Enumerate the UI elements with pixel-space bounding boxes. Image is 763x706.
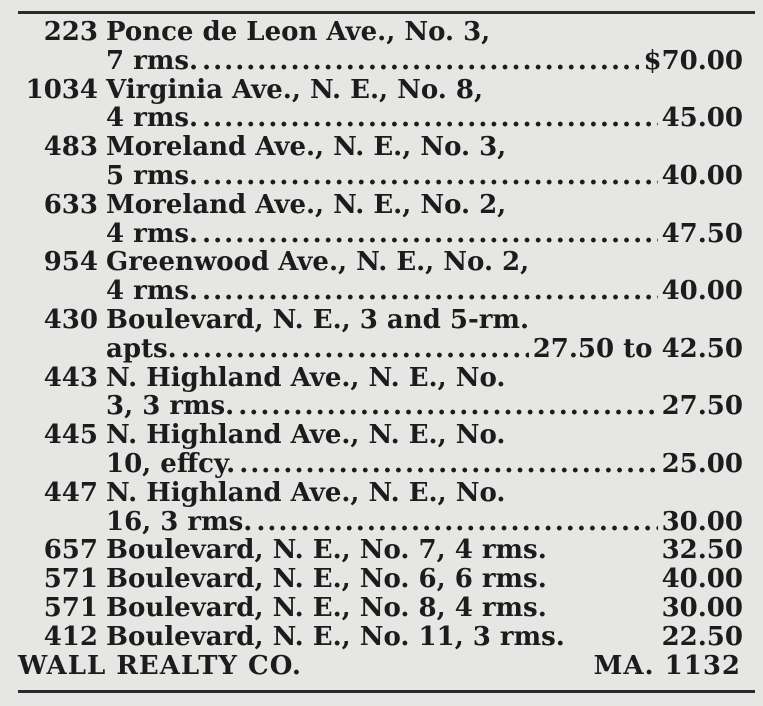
unit-detail: 4 rms. [106,276,199,307]
leader-dots [256,508,657,537]
price: 32.50 [661,535,743,566]
phone-number: MA. 1132 [593,651,741,681]
address: Boulevard, N. E., No. 7, 4 rms. [106,535,547,566]
address: Boulevard, N. E., No. 11, 3 rms. [106,621,565,652]
price: 40.00 [661,160,743,191]
leader-dots [202,220,658,249]
unit-detail: 10, effcy. [106,448,236,479]
bottom-rule [18,690,755,693]
street-number: 447 [43,477,98,508]
listing-list [18,18,743,652]
address: N. Highland Ave., N. E., No. [106,477,506,508]
price: 27.50 to 42.50 [532,333,743,364]
address: Ponce de Leon Ave., No. 3, [106,17,491,47]
leader-dots [202,47,639,76]
unit-detail: 4 rms. [106,103,199,134]
street-number: 223 [43,17,98,47]
unit-detail: 16, 3 rms. [106,506,253,537]
list-item [18,76,743,134]
list-item [18,479,743,537]
price: 45.00 [661,103,743,134]
list-item [18,248,743,306]
list-item [18,594,743,623]
street-number: 412 [43,621,98,652]
address: Boulevard, N. E., 3 and 5-rm. [106,304,530,335]
leader-dots [202,104,658,133]
list-item [18,565,743,594]
list-item [18,133,743,191]
address: Moreland Ave., N. E., No. 2, [106,189,507,220]
street-number: 954 [43,247,98,278]
list-item [18,623,743,652]
price: 25.00 [661,448,743,479]
company-name: WALL REALTY CO. [18,651,302,681]
unit-detail: 5 rms. [106,160,199,191]
price: 27.50 [661,391,743,422]
top-rule [18,11,755,14]
list-item [18,364,743,422]
street-number: 657 [43,535,98,566]
street-number: 633 [43,189,98,220]
unit-detail: 7 rms. [106,45,199,76]
address: Boulevard, N. E., No. 6, 6 rms. [106,564,547,595]
street-number: 430 [43,304,98,335]
street-number: 445 [43,420,98,451]
leader-dots [202,277,658,306]
street-number: 571 [43,592,98,623]
price: 40.00 [661,564,743,595]
leader-dots [239,450,657,479]
price: 30.00 [661,592,743,623]
unit-detail: 4 rms. [106,218,199,249]
price: 47.50 [661,218,743,249]
address: N. Highland Ave., N. E., No. [106,362,506,393]
list-item [18,18,743,76]
ad-footer [18,651,743,681]
street-number: 1034 [25,74,98,105]
list-item [18,191,743,249]
unit-detail: 3, 3 rms. [106,391,235,422]
price: 22.50 [661,621,743,652]
list-item [18,306,743,364]
address: Virginia Ave., N. E., No. 8, [106,74,484,105]
unit-detail: apts. [106,333,177,364]
address: Moreland Ave., N. E., No. 3, [106,132,507,163]
leader-dots [238,392,657,421]
address: N. Highland Ave., N. E., No. [106,420,506,451]
price: 40.00 [661,276,743,307]
street-number: 483 [43,132,98,163]
leader-dots [181,335,529,364]
leader-dots [202,162,658,191]
street-number: 443 [43,362,98,393]
price: $70.00 [643,45,743,76]
list-item [18,421,743,479]
price: 30.00 [661,506,743,537]
address: Boulevard, N. E., No. 8, 4 rms. [106,592,547,623]
list-item [18,536,743,565]
address: Greenwood Ave., N. E., No. 2, [106,247,530,278]
street-number: 571 [43,564,98,595]
